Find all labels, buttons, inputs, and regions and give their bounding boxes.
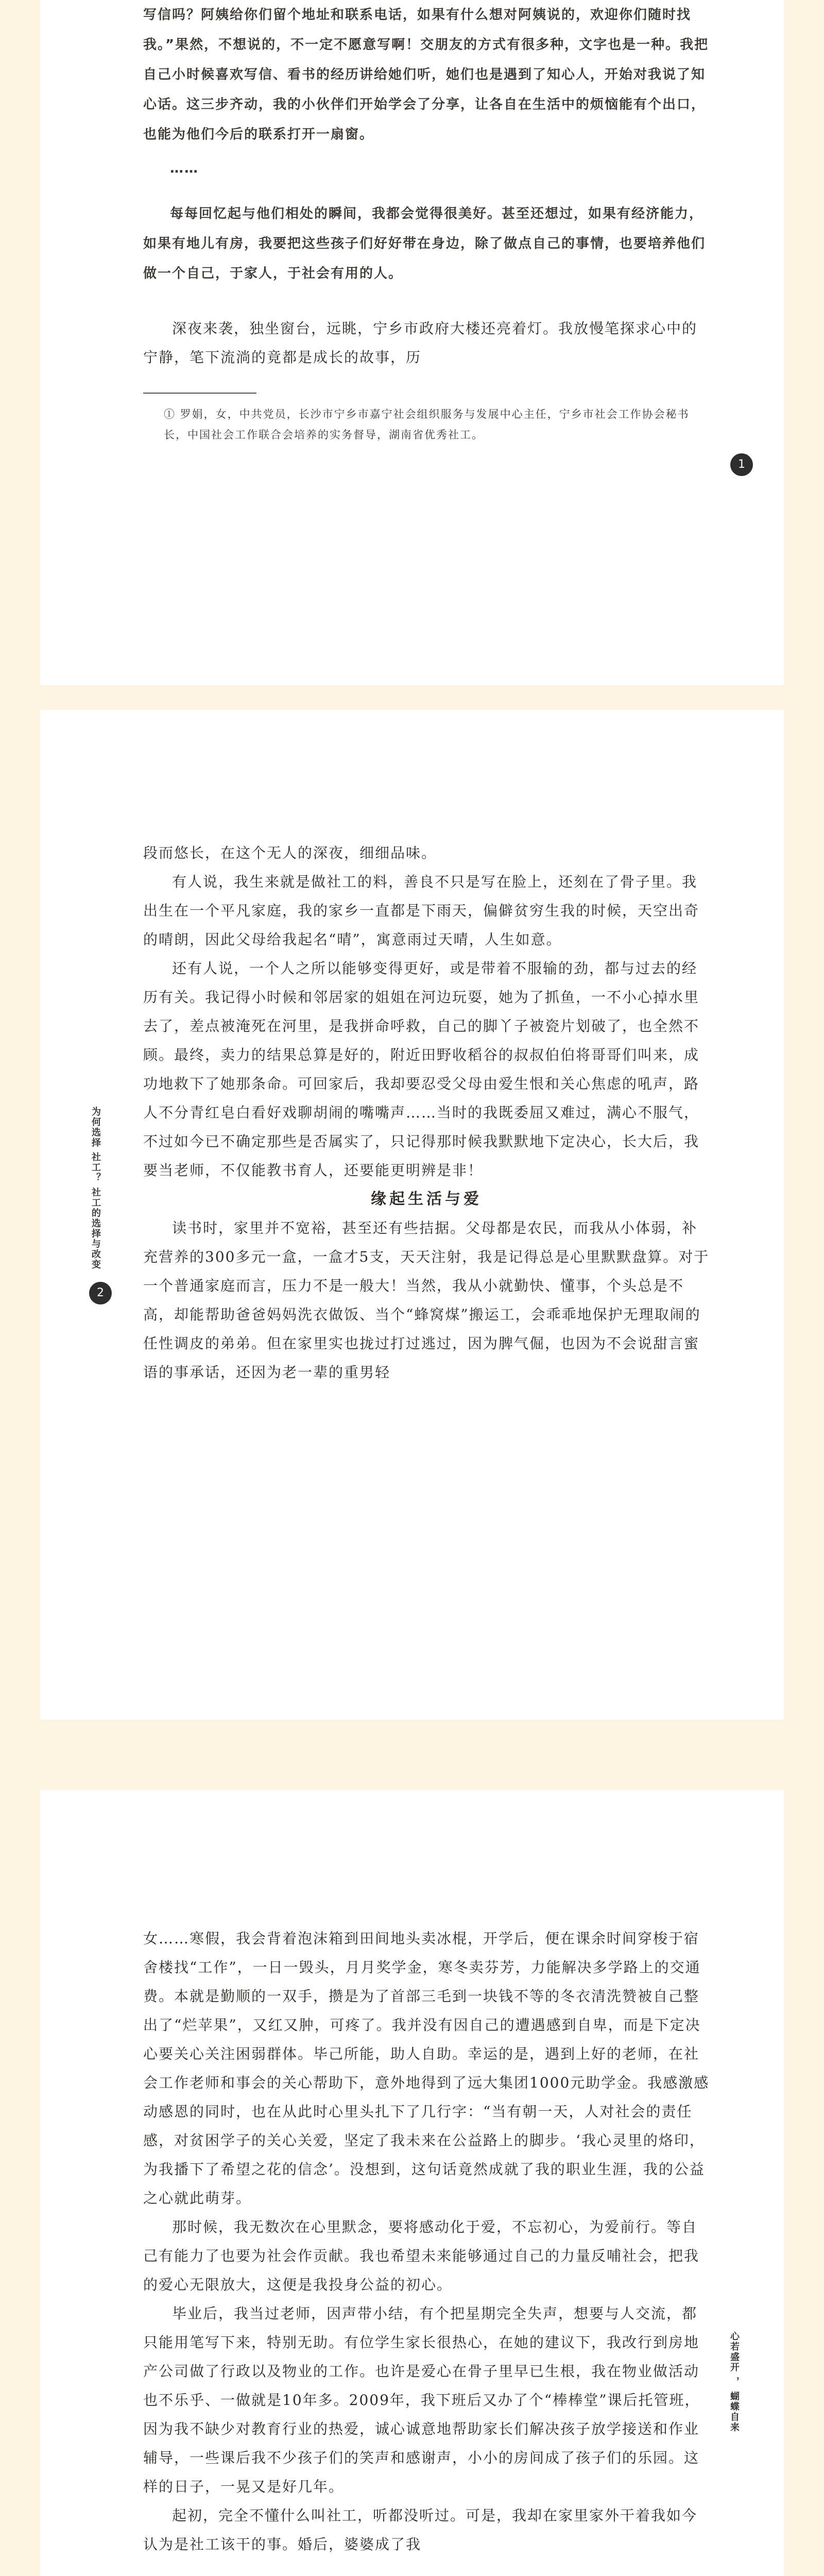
running-head-part: 心若盛开 (729, 2331, 740, 2372)
paragraph: 有人说，我生来就是做社工的料，善良不只是写在脸上，还刻在了骨子里。我出生在一个平凡家庭，我的家乡一直都是下雨天，偏僻贫穷生我的时候，天空出奇的晴朗，因此父母给我起名“晴”，寓意雨过天晴，人生如意。 (143, 873, 700, 948)
paragraph: 写信吗？阿姨给你们留个地址和联系电话，如果有什么想对阿姨说的，欢迎你们随时找我。”果然，不想说的，不一定不愿意写啊！交朋友的方式有很多种，文字也是一种。我把自己小时候喜欢写信、看书的经历讲给她们听，她们也是遇到了知心人，开始对我说了知心话。这三步齐动，我的小伙伴们开始学会了分享，让各自在生活中的烦恼能有个出口，也能为他们今后的联系打开一扇窗。 (143, 7, 709, 142)
running-head-part: 蝴蝶自来 (729, 2391, 740, 2433)
ellipsis: …… (170, 161, 199, 176)
running-head (728, 2331, 740, 2433)
paragraph: 段而悠长，在这个无人的深夜，细细品味。 (143, 844, 437, 861)
page-2-text (143, 839, 710, 1387)
footnote: ① 罗娟，女，中共党员，长沙市宁乡市嘉宁社会组织服务与发展中心主任，宁乡市社会工作协会秘书长，中国社会工作联合会培养的实务督导，湖南省优秀社工。 (164, 408, 690, 441)
running-head-part: 社工的选择与改变 (90, 1187, 101, 1270)
page-number-badge: 2 (89, 1282, 112, 1304)
paragraph: 那时候，我无数次在心里默念，要将感动化于爱，不忘初心，为爱前行。等自己有能力了也要为社会作贡献。我也希望未来能够通过自己的力量反哺社会，把我的爱心无限放大，这便是我投身公益的初心。 (143, 2218, 700, 2293)
paragraph: 毕业后，我当过老师，因声带小结，有个把星期完全失声，想要与人交流，都只能用笔写下来，特别无助。有位学生家长很热心，在她的建议下，我改行到房地产公司做了行政以及物业的工作。也许是爱心在骨子里早已生根，我在物业做活动也不乐乎、一做就是10年多。2009年，我下班后又办了个“棒棒堂”课后托管班，因为我不缺少对教育行业的热爱，诚心诚意地帮助家长们解决孩子放学接送和作业辅导，一些课后我不少孩子们的笑声和感谢声，小小的房间成了孩子们的乐园。这样的日子，一晃又是好几年。 (143, 2305, 700, 2495)
footnote-divider (143, 393, 256, 394)
running-head (89, 1107, 101, 1270)
section-title: 缘起生活与爱 (371, 1190, 482, 1208)
running-head-part: 社工？ (90, 1152, 101, 1183)
running-head-part: 为何选择 (90, 1107, 101, 1148)
paragraph: 每每回忆起与他们相处的瞬间，我都会觉得很美好。甚至还想过，如果有经济能力，如果有地儿有房，我要把这些孩子们好好带在身边，除了做点自己的事情，也要培养他们做一个自己，于家人，于社会有用的人。 (143, 206, 706, 281)
paragraph: 还有人说，一个人之所以能够变得更好，或是带着不服输的劲，都与过去的经历有关。我记得小时候和邻居家的姐姐在河边玩耍，她为了抓鱼，一不小心掉水里去了，差点被淹死在河里，是我拼命呼救，自己的脚丫子被瓷片划破了，也全然不顾。最终，卖力的结果总算是好的，附近田野收稻谷的叔叔伯伯将哥哥们叫来，成功地救下了她那条命。可回家后，我却要忍受父母由爱生恨和关心焦虑的吼声，路人不分青红皂白看好戏聊胡闹的嘴嘴声……当时的我既委屈又难过，满心不服气，不过如今已不确定那些是否属实了，只记得那时候我默默地下定决心，长大后，我要当老师，不仅能教书育人，还要能更明辨是非！ (143, 960, 700, 1179)
paragraph: 起初，完全不懂什么叫社工，听都没听过。可是，我却在家里家外干着我如今认为是社工该干的事。婚后，婆婆成了我 (143, 2507, 698, 2553)
page-number-badge: 1 (730, 453, 753, 476)
paragraph: 读书时，家里并不宽裕，甚至还有些拮据。父母都是农民，而我从小体弱，补充营养的300多元一盒，一盒才5支，天天注射，我是记得总是心里默默盘算。对于一个普通家庭而言，压力不是一般大！当然，我从小就勤快、懂事，个头总是不高，却能帮助爸爸妈妈洗衣做饭、当个“蜂窝煤”搬运工，会乖乖地保护无理取闹的任性调皮的弟弟。但在家里实也拢过打过逃过，因为脾气倔，也因为不会说甜言蜜语的事承话，还因为老一辈的重男轻 (143, 1219, 710, 1381)
paragraph: 深夜来袭，独坐窗台，远眺，宁乡市政府大楼还亮着灯。我放慢笔探求心中的宁静，笔下流淌的竟都是成长的故事，历 (143, 320, 698, 366)
page-1-text (143, 0, 710, 445)
page-3-text (143, 1924, 710, 2559)
paragraph: 女……寒假，我会背着泡沫箱到田间地头卖冰棍，开学后，便在课余时间穿梭于宿舍楼找“工作”，一日一毁头，月月奖学金，寒冬卖芬芳，力能解决多学路上的交通费。本就是勤顺的一双手，攒是为了首部三毛到一块钱不等的冬衣清洗赞被自己整出了“烂苹果”，又红又肿，可疼了。我并没有因自己的遭遇感到自卑，而是下定决心要关心关注困弱群体。毕己所能，助人自助。幸运的是，遇到上好的老师，在社会工作老师和事会的关心帮助下，意外地得到了远大集团1000元助学金。我感激感动感恩的同时，也在从此时心里头扎下了几行字：“当有朝一天，人对社会的责任感，对贫困学子的关心关爱，坚定了我未来在公益路上的脚步。‘我心灵里的烙印，为我播下了希望之花的信念’。没想到，这句话竟然成就了我的职业生涯，我的公益之心就此萌芽。 (143, 1930, 710, 2207)
page-card-1 (40, 0, 784, 685)
page-card-2 (40, 710, 784, 1720)
page-card-3 (40, 1790, 784, 2576)
running-head-part: ， (729, 2377, 740, 2387)
